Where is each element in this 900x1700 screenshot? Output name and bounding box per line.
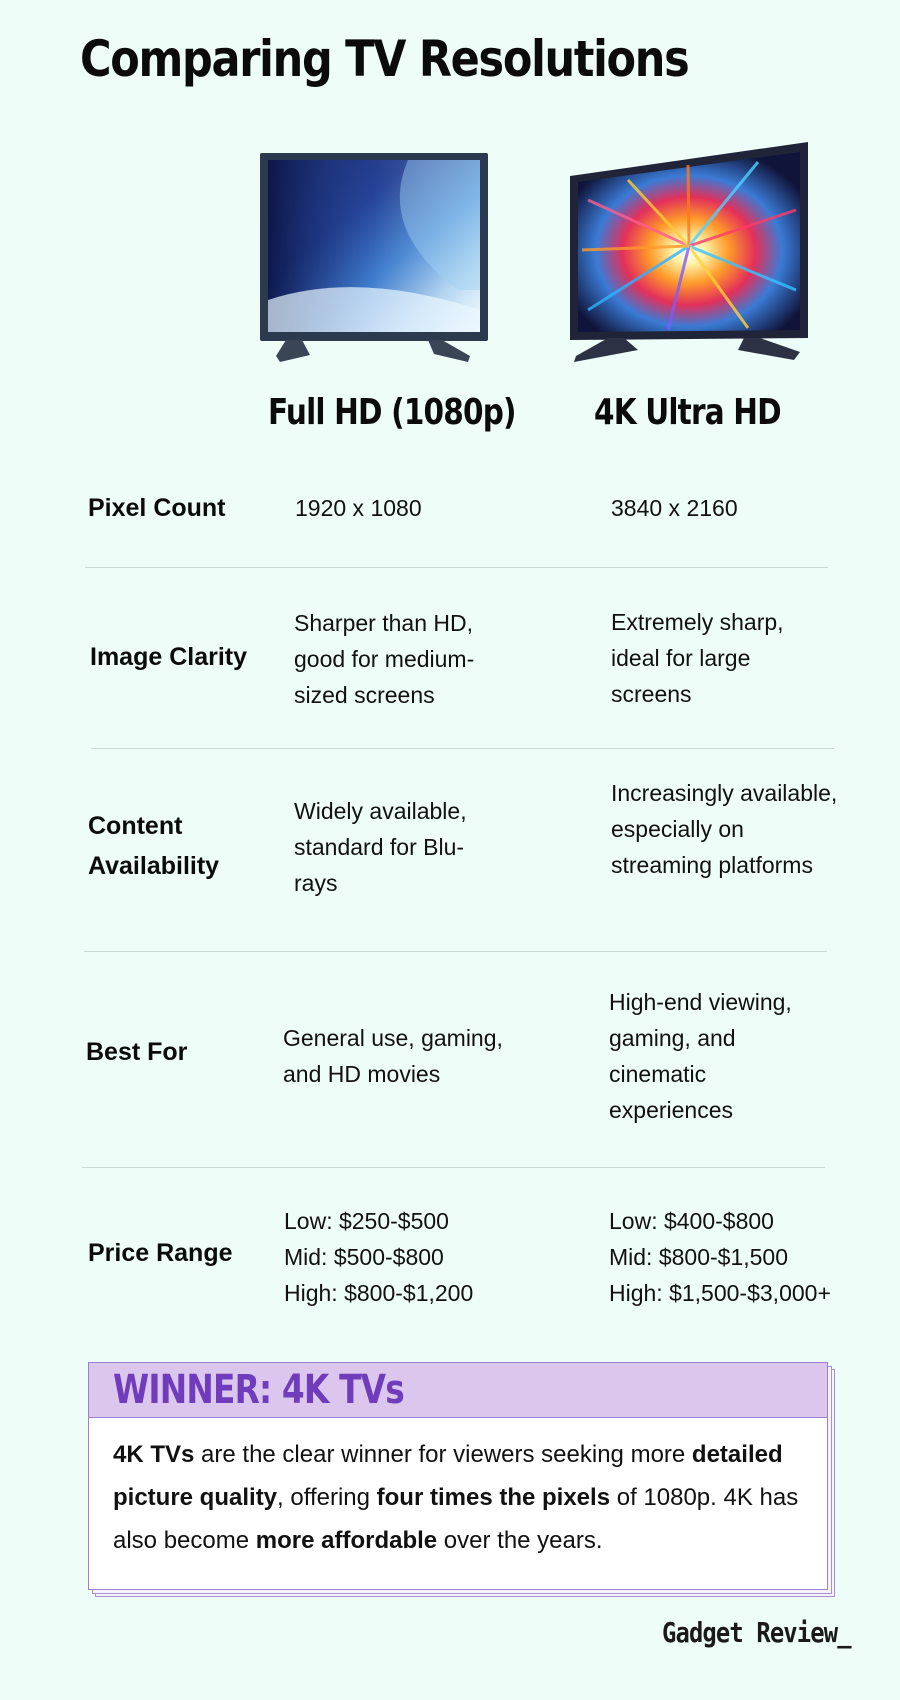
column-header-4k: 4K Ultra HD xyxy=(594,392,781,433)
tv-4k-icon xyxy=(568,140,812,376)
winner-header xyxy=(89,1363,827,1418)
cell-4k-best-for: High-end viewing, gaming, and cinematic experiences xyxy=(609,989,792,1123)
row-divider xyxy=(91,748,834,749)
gadget-review-logo: Gadget Review_ xyxy=(662,1616,851,1649)
winner-card xyxy=(88,1362,828,1590)
cell-1080p-best-for: General use, gaming, and HD movies xyxy=(283,1025,503,1087)
cell-4k-pixel-count: 3840 x 2160 xyxy=(611,495,738,521)
winner-text-segment: , offering xyxy=(277,1484,377,1511)
winner-text xyxy=(113,1433,813,1562)
row-label-content-availability: Content Availability xyxy=(88,812,220,880)
cell-4k-image-clarity: Extremely sharp, ideal for large screens xyxy=(611,609,784,707)
row-divider xyxy=(84,951,827,952)
winner-text-segment: are the clear winner for viewers seeking more xyxy=(194,1441,692,1468)
cell-1080p-content-availability: Widely available, standard for Blu-rays xyxy=(294,798,467,896)
winner-text-segment: of 1080p. 4K has also become xyxy=(113,1484,799,1554)
tv-1080p-icon xyxy=(258,150,490,378)
winner-text-emphasis: four times the pixels xyxy=(376,1484,611,1511)
page-title: Comparing TV Resolutions xyxy=(80,30,689,88)
winner-title: WINNER: 4K TVs xyxy=(113,1367,404,1413)
cell-4k-price-range: Low: $400-$800 Mid: $800-$1,500 High: $1,500-$3,000+ xyxy=(609,1208,831,1306)
winner-text-emphasis: more affordable xyxy=(255,1527,438,1554)
row-divider xyxy=(82,1167,825,1168)
cell-4k-content-availability: Increasingly available, especially on streaming platforms xyxy=(611,780,838,878)
row-label-pixel-count: Pixel Count xyxy=(88,494,226,522)
cell-1080p-image-clarity: Sharper than HD, good for medium-sized screens xyxy=(294,610,475,708)
winner-text-emphasis: detailed picture quality xyxy=(113,1441,783,1511)
winner-box xyxy=(88,1362,828,1590)
cell-1080p-pixel-count: 1920 x 1080 xyxy=(295,495,422,521)
row-label-price-range: Price Range xyxy=(88,1239,233,1267)
winner-text-segment: over the years. xyxy=(437,1527,603,1554)
column-header-1080p: Full HD (1080p) xyxy=(268,392,516,433)
row-label-best-for: Best For xyxy=(86,1038,188,1066)
winner-text-emphasis: 4K TVs xyxy=(113,1441,195,1468)
cell-1080p-price-range: Low: $250-$500 Mid: $500-$800 High: $800-$1,200 xyxy=(284,1208,474,1306)
row-divider xyxy=(85,567,828,568)
row-label-image-clarity: Image Clarity xyxy=(90,643,248,671)
